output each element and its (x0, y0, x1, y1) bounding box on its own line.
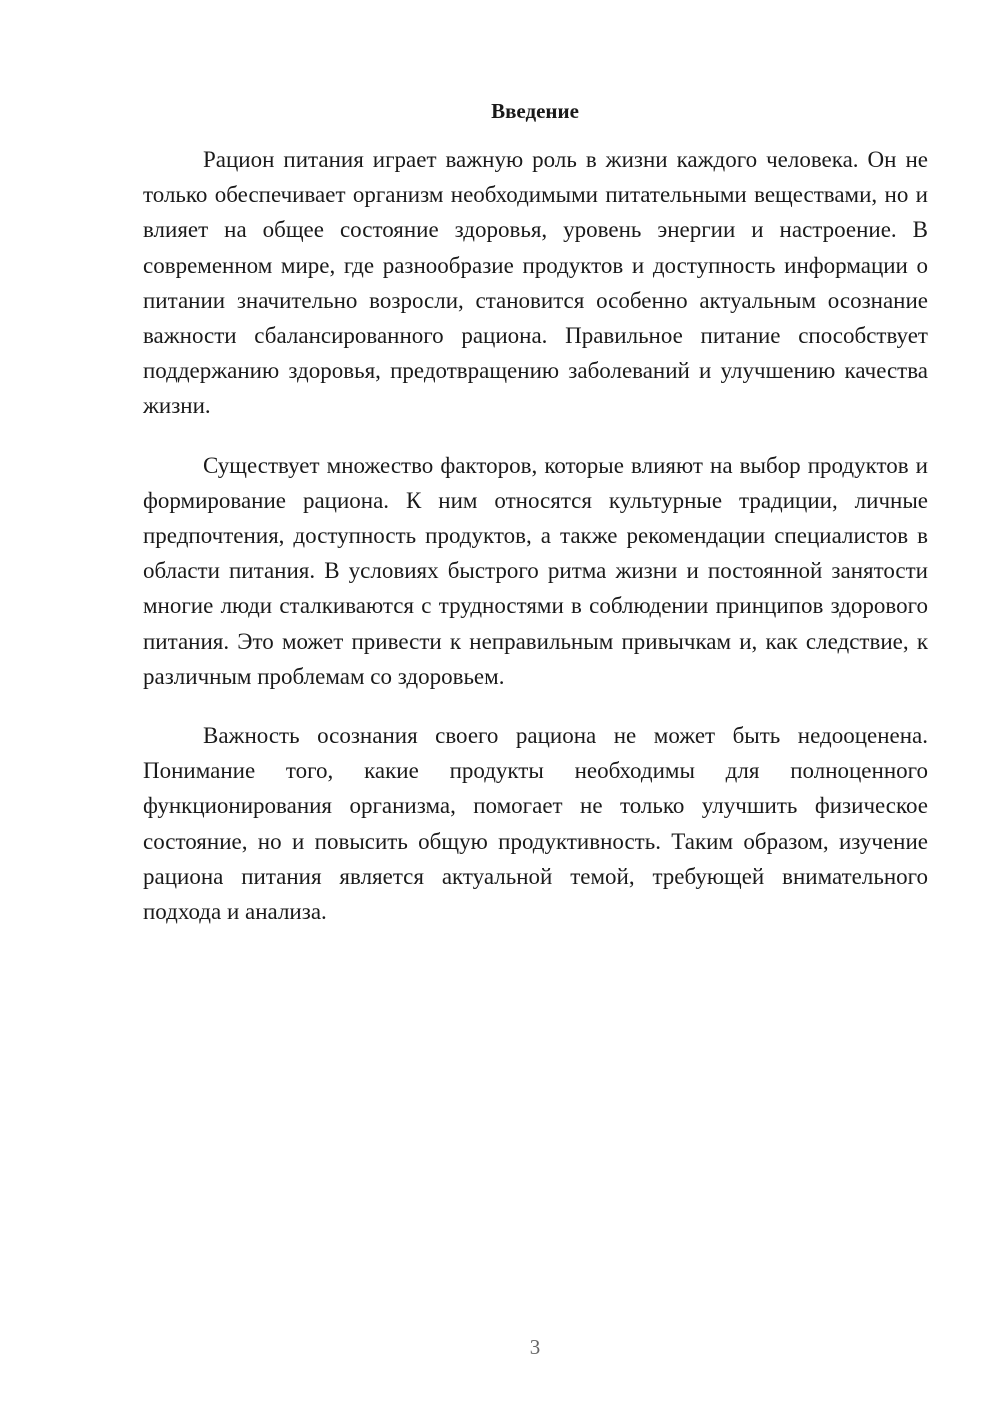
section-heading: Введение (491, 99, 579, 123)
body-text (143, 142, 928, 953)
paragraph-3: Важность осознания своего рациона не может быть недооценена. Понимание того, какие продукты необходимы для полноценного функционирования организма, помогает не только улучшить физическое состояние, но и повысить общую продуктивность. Таким образом, изучение рациона питания является актуальной темой, требующей внимательного подхода и анализа. (143, 723, 928, 925)
page-number: 3 (529, 1335, 541, 1359)
paragraph-2: Существует множество факторов, которые влияют на выбор продуктов и формирование рациона. К ним относятся культурные традиции, личные предпочтения, доступность продуктов, а также рекомендации специалистов в области питания. В условиях быстрого ритма жизни и постоянной занятости многие люди сталкиваются с трудностями в соблюдении принципов здорового питания. Это может привести к неправильным привычкам и, как следствие, к различным проблемам со здоровьем. (143, 452, 928, 689)
paragraph-1: Рацион питания играет важную роль в жизни каждого человека. Он не только обеспечивает организм необходимыми питательными веществами, но и влияет на общее состояние здоровья, уровень энергии и настроение. В современном мире, где разнообразие продуктов и доступность информации о питании значительно возросли, становится особенно актуальным осознание важности сбалансированного рациона. Правильное питание способствует поддержанию здоровья, предотвращению заболеваний и улучшению качества жизни. (143, 147, 928, 419)
